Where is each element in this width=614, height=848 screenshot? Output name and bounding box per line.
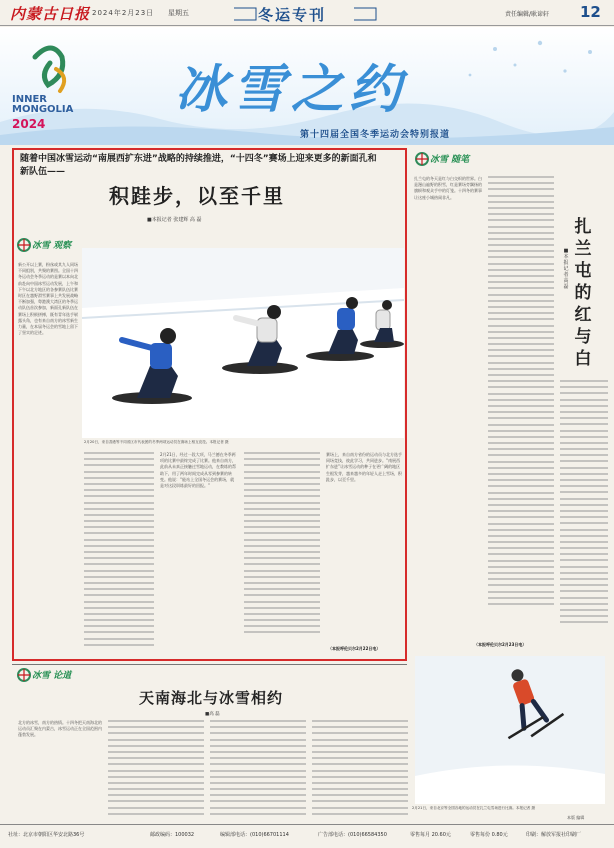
side-column-2 [488, 176, 554, 638]
photo-caption: 2月20日，来自香港等不同省区市代表团的冬季两项运动员在赛场上相互竞技。本报记者 摄 [84, 440, 229, 444]
emblem-year: 2024 [12, 117, 46, 131]
side-article-title: 扎兰屯的红与白 [574, 217, 592, 369]
snowboard-race-photo [82, 248, 404, 438]
article-column-1: 新公开以上赛，粉丝或其九人同场不同组别，共聚的赛图。全国十四冬运动会冬季运动的是赛以本向北前赴向中国冰雪运动发展，上午和下午以北方地区的各参赛队伍比赛时区在越野滑雪赛事上共发展战略不断加强，粤港澳大湾区的冬季运动队伍首次参加，新面孔新队伍在赛场上积极拼搏，既有青年选手崭露头角，也有来自南方的冰雪新生力量，在本届冬运会的雪地上留下了坚实的足迹。 [18, 262, 78, 336]
banner-subtitle: 第十四届全国冬季运动会特别报道 [300, 130, 451, 140]
article-column-5: 赛场上，来自南方省份的运动员与北方选手同场竞技，彼此学习，共同进步。“南展西扩东进”让冰雪运动的种子在更广阔的地区生根发芽，越来越多的年轻人走上雪场，积跬步，以至千里。 [326, 452, 402, 482]
side-column-3 [560, 380, 608, 638]
column-ribbon [16, 236, 86, 254]
side-article-byline: ■本报记者 高 磊 [563, 248, 569, 290]
bottom-column-2 [108, 720, 204, 818]
race-scene [82, 248, 404, 438]
divider [12, 664, 407, 665]
ribbon-label: 冰雪 观察 [32, 241, 72, 251]
footer-ad-phone: 广告部电话：(010)66584350 [318, 832, 387, 838]
section-header [230, 2, 380, 24]
side-column-1: 扎兰屯的冬天是红与白交织的世界。白是漫山遍野的积雪，红是赛场旁飘扬的旗帜和观众手中的灯笼。十四冬的赛事让这座小城热闹非凡。 [414, 176, 482, 200]
emblem-line-1: INNER [12, 94, 47, 105]
skier-photo-caption: 2月21日，来自北京等全国各地的运动员在扎兰屯雪场进行比赛。本报记者 摄 [412, 806, 535, 810]
masthead [0, 0, 614, 26]
bottom-ribbon-label: 冰雪 论道 [32, 671, 72, 681]
page-number: 12 [580, 3, 601, 21]
article-column-3: 2月21日，经过一段大项，马兰德在冬季两项的比赛中最终完成了比赛。他来自南方，此前从未真正接触过雪地运动，在教练的帮助下，用了两年时间完成从零到参赛的转变。他说：“能站上全国冬运会的赛场，就是对这段训练最好的回报。” [160, 452, 236, 489]
article-intro: 随着中国冰雪运动“南展西扩东进”战略的持续推进，“十四冬”赛场上迎来更多的新面孔和新队伍—— [20, 154, 377, 177]
article-column-4 [244, 452, 320, 642]
skier-photo [415, 656, 605, 804]
banner-title: 冰雪之约 [175, 59, 408, 120]
footer-address: 社址：北京市朝阳区华安北路36号 [8, 832, 85, 838]
emblem-text [12, 95, 73, 115]
bottom-column-1: 北方的冰雪，南方的热情。十四冬把天南海北的运动员汇聚在内蒙古，冰雪运动正在全国范围内蓬勃发展。 [18, 720, 102, 738]
emblem-line-2: MONGOLIA [12, 104, 74, 115]
bottom-ribbon [16, 666, 86, 684]
bottom-column-4 [312, 720, 408, 818]
section-title: 冬运专刊 [258, 6, 327, 24]
article-title: 积跬步，以至千里 [109, 184, 285, 208]
responsible-editor: 责任编辑/耿谛轩 [505, 11, 550, 18]
footer-price-month: 零售每月 20.60元 [410, 832, 451, 838]
bottom-article-byline: ■高 磊 [205, 712, 220, 717]
side-dateline-note: （本报呼伦贝尔2月23日电） [474, 642, 527, 647]
footer-editorial-phone: 编辑部电话：(010)66701114 [220, 832, 289, 838]
side-ribbon [414, 150, 484, 168]
footer-printer: 印刷：解放军报社印刷厂 [526, 832, 582, 838]
newspaper-logo: 内蒙古日报 [10, 5, 91, 23]
article-column-2 [84, 452, 154, 652]
bottom-article-title: 天南海北与冰雪相约 [139, 689, 284, 707]
footer-postcode: 邮政编码：100032 [150, 832, 195, 838]
skier-scene [415, 656, 605, 804]
footer-price-copy: 零售每份 0.80元 [470, 832, 508, 838]
dateline-note: （本报呼伦贝尔2月22日电） [328, 646, 381, 651]
page-editor: 本版 编辑 [567, 815, 585, 820]
issue-date: 2024年2月23日 [92, 9, 155, 17]
games-banner [0, 27, 614, 145]
article-byline: ■本报记者 张建辉 高 磊 [147, 217, 202, 223]
side-ribbon-label: 冰雪 随笔 [430, 155, 470, 165]
bottom-column-3 [210, 720, 306, 818]
issue-weekday: 星期五 [168, 9, 189, 17]
page-footer [0, 824, 614, 848]
